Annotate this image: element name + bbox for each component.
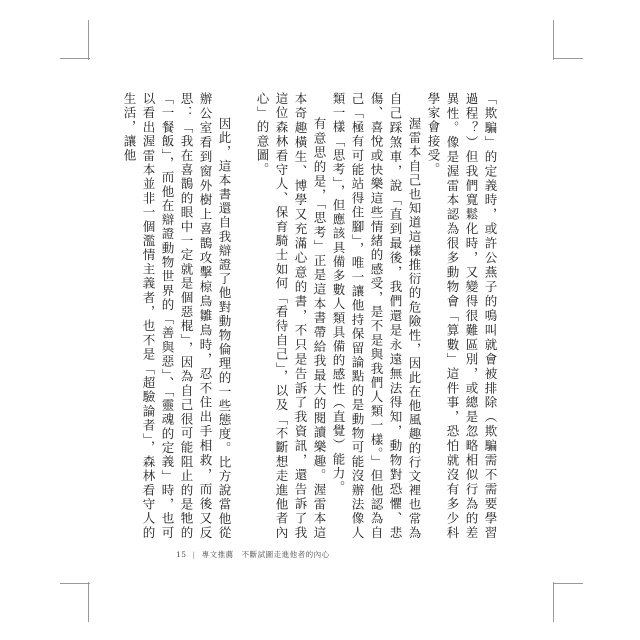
paragraph-1: 「欺騙」的定義時，或許公燕子的鳴叫就會被排除（欺騙需不需要學習過程？）但我們寬鬆化時，又變得很難區別，或總是忽略相似行為的差異性。像是渥雷本認為很多動物會「算數」這件事，恐怕就沒有多少科學家會接受。: [426, 92, 498, 540]
crop-mark-top-left-vertical: [88, 20, 89, 60]
crop-mark-top-right-horizontal: [553, 58, 583, 59]
paragraph-3: 有意思的是，「思考」正是這本書帶給我最大的閱讀樂趣。渥雷本這本奇趣橫生、博學又充滿心意的書，不只是告訴了我資訊，還告訴了我這位森林看守人、保育騎士如何「看待自己」，以及「不斷想走進他者內心」的意圖。: [255, 92, 327, 540]
paragraph-2: 渥雷本自己也知道這樣推衍的危險性，因此在他風趣的行文裡也常為自己踩煞車，說「直到最後，我們還是永遠無法得知，動物對恐懼、悲傷、喜悅或快樂這些情緒的感受，是不是與我們人類一樣。」但他認為自己「極有可能站得住腳」，唯一讓他持保留論點的是動物可能沒辦法像人類一樣「思考」，但應該具備多數人類具備的感性（直覺）能力。: [331, 92, 422, 540]
paragraph-4: 因此，這本書還自我辯證了他對動物倫理的一些態度。比方說當他從辦公室看到窗外樹上喜鵲攻擊椋鳥雛鳥時，忍不住出手相救，而後又反思：「我在喜鵲的眼中一定就是個惡棍」，因為自己很可能阻止的是牠的「一餐飯」，而他在辯證動物世界的「善與惡」、「靈魂的定義」時，也可以看出渥雷本並非一個濫情主義者，也不是「超驗論者」，森林看守人的生活，讓他: [122, 92, 232, 540]
page-number: 15: [176, 550, 187, 559]
crop-mark-top-right-vertical: [553, 20, 554, 60]
page-footer: [176, 549, 330, 560]
crop-mark-bottom-left-vertical: [88, 582, 89, 622]
vertical-text-body: [122, 92, 500, 540]
crop-mark-bottom-left-horizontal: [60, 583, 90, 584]
crop-mark-bottom-right-vertical: [553, 582, 554, 622]
footer-separator: |: [192, 550, 196, 559]
crop-mark-top-left-horizontal: [60, 58, 90, 59]
running-title: 專文推薦 不斷試圖走進他者的內心: [201, 550, 330, 559]
crop-mark-bottom-right-horizontal: [553, 583, 583, 584]
